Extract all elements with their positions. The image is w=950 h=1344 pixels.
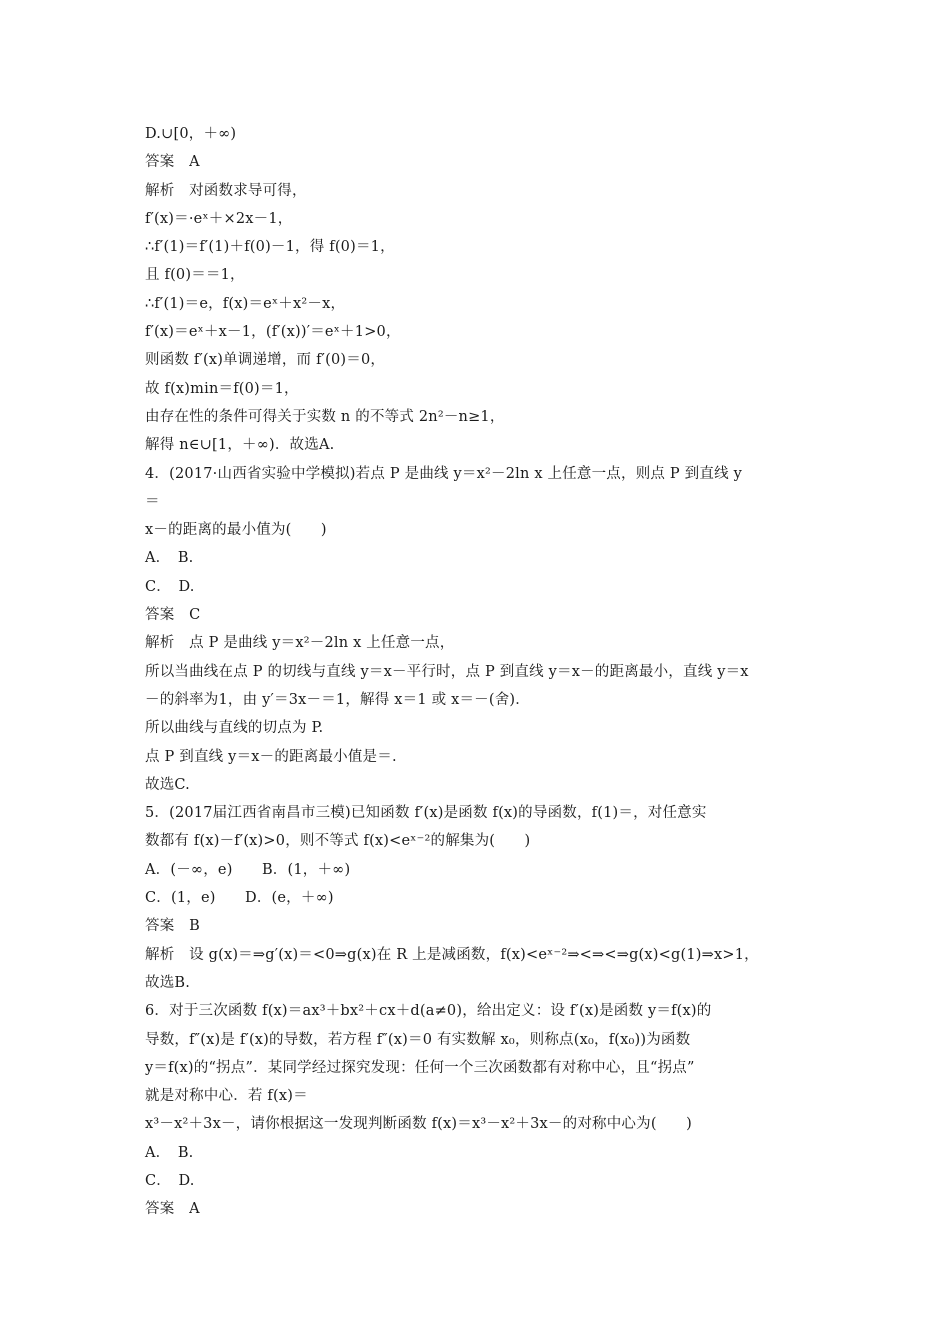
text-line: 就是对称中心．若 f(x)＝ [145, 1088, 308, 1105]
text-line: 由存在性的条件可得关于实数 n 的不等式 2n²－n≥1， [145, 408, 505, 425]
analysis-line: 解析 对函数求导可得， [145, 182, 307, 199]
text-line: x³－x²＋3x－，请你根据这一发现判断函数 f(x)＝x³－x²＋3x－的对称中心为( ) [145, 1116, 692, 1133]
text-line: ∴f′(1)＝f′(1)＋f(0)－1，得 f(0)＝1， [145, 239, 395, 256]
text-line: 所以当曲线在点 P 的切线与直线 y＝x－平行时，点 P 到直线 y＝x－的距离最小，直线 y＝x [145, 663, 749, 680]
answer-line: 答案 A [145, 1201, 200, 1218]
question-4-line: 4．(2017·山西省实验中学模拟)若点 P 是曲线 y＝x²－2ln x 上任意一点，则点 P 到直线 y [145, 465, 742, 482]
option-line: A． B. [145, 550, 194, 567]
answer-line: 答案 C [145, 607, 201, 624]
analysis-line: 解析 设 g(x)＝⇒g′(x)＝<0⇒g(x)在 R 上是减函数，f(x)<eˣ⁻²⇒<⇒<⇒g(x)<g(1)⇒x>1， [145, 946, 759, 963]
text-line: 所以曲线与直线的切点为 P. [145, 720, 324, 737]
question-6-line: 6．对于三次函数 f(x)＝ax³＋bx²＋cx＋d(a≠0)，给出定义：设 f′(x)是函数 y＝f(x)的 [145, 1003, 712, 1020]
text-line: 故 f(x)min＝f(0)＝1， [145, 380, 299, 397]
text-line: f′(x)＝eˣ＋x－1，(f′(x))′＝eˣ＋1>0， [145, 324, 401, 341]
text-line: 解得 n∈∪[1，＋∞)．故选A. [145, 437, 335, 454]
text-line: 点 P 到直线 y＝x－的距离最小值是＝. [145, 748, 397, 765]
text-line: 导数，f″(x)是 f′(x)的导数，若方程 f″(x)＝0 有实数解 x₀，则称点(x₀，f(x₀))为函数 [145, 1031, 691, 1048]
text-line: ∴f′(1)＝e，f(x)＝eˣ＋x²－x， [145, 295, 346, 312]
option-line: C．(1，e) D．(e，＋∞) [145, 890, 334, 907]
option-line: A．(－∞，e) B．(1，＋∞) [145, 861, 351, 878]
text-line: 故选B. [145, 974, 191, 991]
document-body [145, 120, 825, 1224]
text-line: ＝ [145, 493, 160, 510]
option-line: C． D. [145, 578, 195, 595]
answer-line: 答案 A [145, 154, 200, 171]
text-line: 则函数 f′(x)单调递增，而 f′(0)＝0， [145, 352, 386, 369]
text-line: 故选C. [145, 776, 190, 793]
text-line: 且 f(0)＝＝1， [145, 267, 245, 284]
option-line: C． D. [145, 1172, 195, 1189]
analysis-line: 解析 点 P 是曲线 y＝x²－2ln x 上任意一点， [145, 635, 455, 652]
question-5-line: 5．(2017届江西省南昌市三模)已知函数 f′(x)是函数 f(x)的导函数，f(1)＝，对任意实 [145, 805, 707, 822]
text-line: y＝f(x)的“拐点”．某同学经过探究发现：任何一个三次函数都有对称中心，且“拐点” [145, 1059, 695, 1076]
text-line: 数都有 f(x)－f′(x)>0，则不等式 f(x)<eˣ⁻²的解集为( ) [145, 833, 531, 850]
text-line: D.∪[0，＋∞) [145, 126, 237, 142]
answer-line: 答案 B [145, 918, 200, 935]
option-line: A． B. [145, 1144, 194, 1161]
text-line: f′(x)＝·eˣ＋×2x－1， [145, 210, 293, 227]
text-line: －的斜率为1，由 y′＝3x－＝1，解得 x＝1 或 x＝－(舍)． [145, 691, 530, 708]
text-line: x－的距离的最小值为( ) [145, 522, 327, 539]
